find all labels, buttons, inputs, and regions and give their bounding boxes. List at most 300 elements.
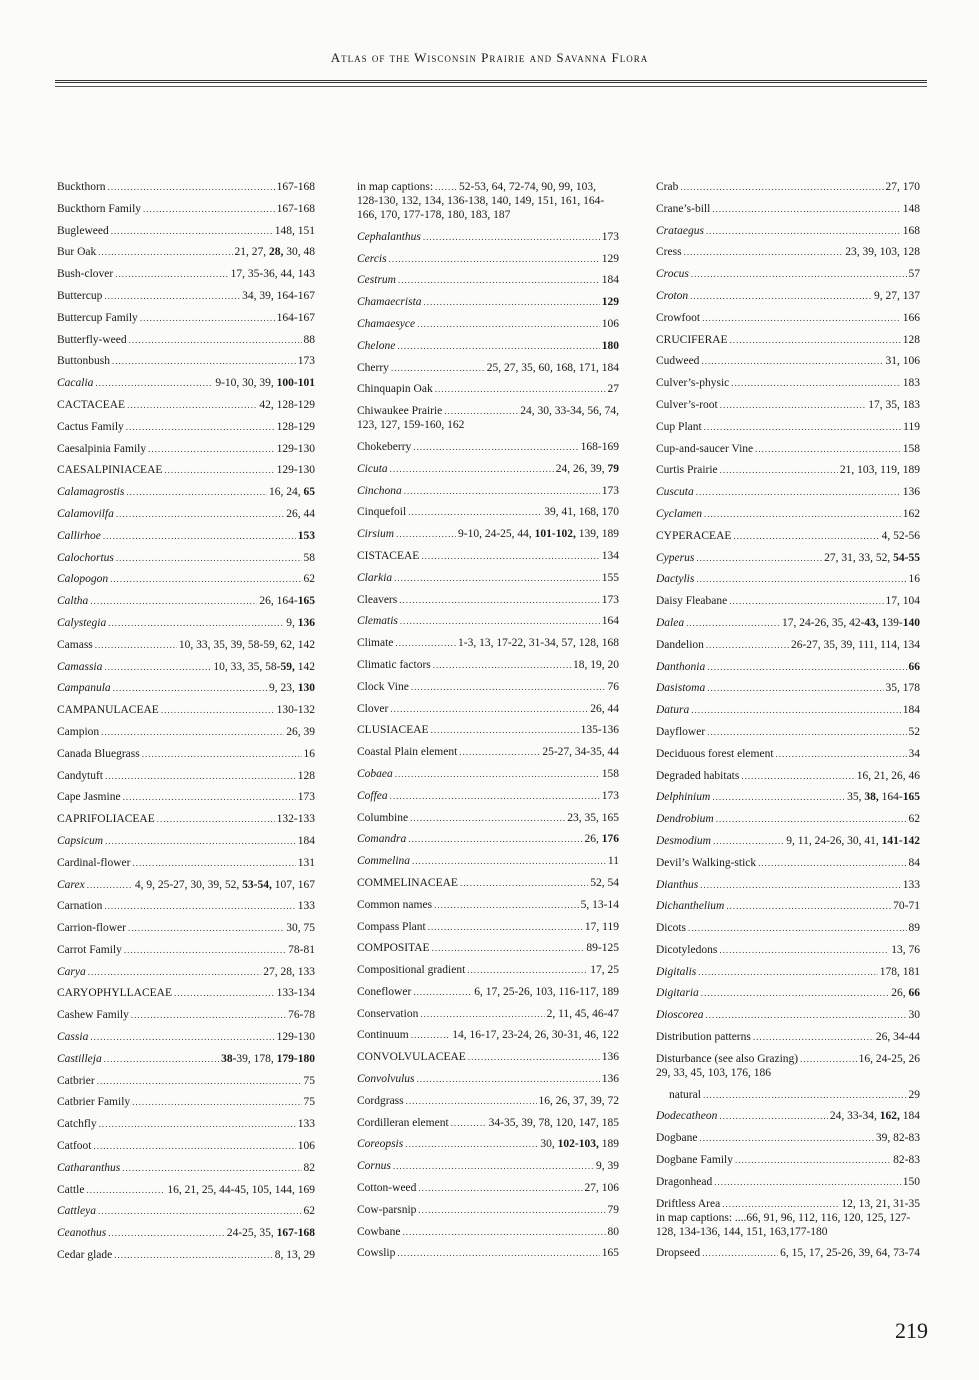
index-entry bbox=[656, 333, 920, 347]
leader-dots bbox=[719, 943, 889, 957]
index-term: Crane’s-bill bbox=[656, 202, 711, 215]
index-pages: 2, 11, 45, 46-47 bbox=[546, 1007, 619, 1020]
index-pages: 26, 44 bbox=[590, 702, 619, 715]
index-term: Cyperus bbox=[656, 551, 695, 564]
leader-dots bbox=[722, 1197, 839, 1211]
index-term: Cowslip bbox=[357, 1247, 396, 1260]
index-entry bbox=[357, 339, 619, 353]
index-entry bbox=[57, 311, 315, 325]
index-pages: 135-136 bbox=[580, 724, 619, 737]
leader-dots bbox=[700, 1131, 874, 1145]
leader-dots bbox=[132, 856, 295, 870]
index-pages: 39, 82-83 bbox=[875, 1132, 920, 1145]
index-term: Cherry bbox=[357, 361, 389, 374]
index-entry bbox=[57, 943, 315, 957]
index-pages: 136 bbox=[902, 486, 920, 499]
index-term: Cup-and-saucer Vine bbox=[656, 442, 754, 455]
index-pages: 35, 38, 164-165 bbox=[847, 791, 920, 804]
index-entry bbox=[656, 638, 920, 652]
index-entry bbox=[357, 767, 619, 781]
leader-dots bbox=[690, 289, 872, 303]
index-pages: 23, 39, 103, 128 bbox=[845, 246, 920, 259]
index-pages: 16, 26, 37, 39, 72 bbox=[538, 1094, 619, 1107]
index-pages: 26-27, 35, 39, 111, 114, 134 bbox=[790, 638, 920, 651]
index-pages: 129 bbox=[601, 252, 619, 265]
index-term: Culver’s-physic bbox=[656, 377, 730, 390]
index-term: Comandra bbox=[357, 833, 407, 846]
index-term: Cleavers bbox=[357, 593, 398, 606]
leader-dots bbox=[395, 636, 456, 650]
index-pages: 34-35, 39, 78, 120, 147, 185 bbox=[488, 1116, 619, 1129]
index-term: Bush-clover bbox=[57, 268, 114, 281]
index-entry bbox=[357, 702, 619, 716]
leader-dots bbox=[397, 339, 599, 353]
leader-dots bbox=[90, 594, 257, 608]
index-pages: 9, 39 bbox=[596, 1160, 619, 1173]
index-entry bbox=[57, 921, 315, 935]
index-term: Deciduous forest element bbox=[656, 747, 774, 760]
index-pages: 158 bbox=[902, 442, 920, 455]
index-term: Desmodium bbox=[656, 834, 711, 847]
leader-dots bbox=[98, 1204, 302, 1218]
index-pages: 52, 54 bbox=[590, 876, 619, 889]
index-pages: 12, 13, 21, 31-35 bbox=[841, 1197, 920, 1210]
index-pages: 70-71 bbox=[893, 900, 920, 913]
index-pages: 173 bbox=[297, 791, 315, 804]
index-pages: 180 bbox=[601, 339, 619, 352]
index-term: Driftless Area bbox=[656, 1197, 721, 1210]
index-entry bbox=[656, 485, 920, 499]
index-pages: 9, 136 bbox=[286, 616, 315, 629]
index-pages: 167-168 bbox=[276, 202, 315, 215]
index-entry bbox=[57, 1226, 315, 1240]
index-term: Carex bbox=[57, 878, 85, 891]
index-term: Carrion-flower bbox=[57, 922, 126, 935]
index-entry bbox=[656, 1246, 920, 1260]
leader-dots bbox=[395, 767, 600, 781]
index-pages: 89 bbox=[908, 922, 920, 935]
index-term: Dropseed bbox=[656, 1247, 701, 1260]
leader-dots bbox=[398, 273, 600, 287]
leader-dots bbox=[404, 484, 600, 498]
index-term: CRUCIFERAE bbox=[656, 333, 728, 346]
index-pages: 8, 13, 29 bbox=[274, 1249, 315, 1262]
index-entry bbox=[357, 1007, 619, 1021]
leader-dots bbox=[114, 1248, 273, 1262]
index-entry bbox=[357, 614, 619, 628]
index-term: Cordilleran element bbox=[357, 1116, 449, 1129]
index-entry bbox=[656, 943, 920, 957]
index-pages: 80 bbox=[607, 1225, 619, 1238]
index-term: Dianthus bbox=[656, 878, 699, 891]
leader-dots bbox=[98, 245, 232, 259]
index-entry bbox=[57, 551, 315, 565]
leader-dots bbox=[730, 333, 901, 347]
leader-dots bbox=[143, 202, 275, 216]
leader-dots bbox=[413, 985, 472, 999]
leader-dots bbox=[108, 1226, 225, 1240]
index-entry bbox=[357, 382, 619, 396]
index-term: COMPOSITAE bbox=[357, 942, 430, 955]
leader-dots bbox=[95, 638, 177, 652]
index-entry bbox=[57, 529, 315, 543]
index-entry bbox=[357, 593, 619, 607]
index-term: Conservation bbox=[357, 1007, 419, 1020]
index-pages: 168-169 bbox=[580, 440, 619, 453]
leader-dots bbox=[702, 1246, 778, 1260]
index-term: Cuscuta bbox=[656, 486, 694, 499]
leader-dots bbox=[86, 1183, 165, 1197]
leader-dots bbox=[720, 463, 838, 477]
leader-dots bbox=[418, 1203, 605, 1217]
leader-dots bbox=[719, 1109, 828, 1123]
index-entry bbox=[357, 920, 619, 934]
index-entry bbox=[57, 1117, 315, 1131]
index-term: Buttonbush bbox=[57, 355, 111, 368]
index-entry bbox=[357, 361, 619, 375]
index-entry bbox=[57, 398, 315, 412]
leader-dots bbox=[431, 723, 579, 737]
index-term: Caesalpinia Family bbox=[57, 442, 147, 455]
index-entry bbox=[656, 463, 920, 477]
index-pages: 136 bbox=[601, 1073, 619, 1086]
index-term: Dalea bbox=[656, 616, 685, 629]
leader-dots bbox=[116, 551, 302, 565]
index-term: Bur Oak bbox=[57, 246, 97, 259]
index-term: Danthonia bbox=[656, 660, 706, 673]
leader-dots bbox=[432, 941, 585, 955]
index-pages: 24, 33-34, 162, 184 bbox=[829, 1110, 920, 1123]
leader-dots bbox=[800, 1052, 857, 1066]
leader-dots bbox=[124, 943, 286, 957]
index-entry bbox=[656, 354, 920, 368]
index-entry bbox=[357, 180, 619, 222]
leader-dots bbox=[417, 317, 600, 331]
index-entry bbox=[656, 572, 920, 586]
leader-dots bbox=[684, 245, 844, 259]
index-entry bbox=[357, 1072, 619, 1086]
index-entry bbox=[357, 963, 619, 977]
index-entry bbox=[656, 790, 920, 804]
index-entry bbox=[357, 723, 619, 737]
index-term: Callirhoe bbox=[57, 529, 101, 542]
leader-dots bbox=[716, 812, 907, 826]
index-term: Dactylis bbox=[656, 573, 695, 586]
index-continuation: 123, 127, 159-160, 162 bbox=[357, 419, 465, 432]
index-term: Candytuft bbox=[57, 769, 103, 782]
index-term: Carya bbox=[57, 965, 86, 978]
header-rule-thin bbox=[55, 86, 927, 87]
index-pages: 173 bbox=[601, 593, 619, 606]
index-pages: 16, 21, 26, 46 bbox=[856, 769, 920, 782]
leader-dots bbox=[101, 725, 284, 739]
index-entry bbox=[357, 1028, 619, 1042]
index-pages: 30 bbox=[908, 1009, 920, 1022]
index-entry bbox=[57, 834, 315, 848]
index-pages: 10, 33, 35, 39, 58-59, 62, 142 bbox=[178, 638, 315, 651]
index-entry bbox=[57, 899, 315, 913]
index-pages: 155 bbox=[601, 571, 619, 584]
index-pages: 27, 170 bbox=[885, 181, 920, 193]
index-entry bbox=[57, 812, 315, 826]
index-pages: 66 bbox=[908, 660, 920, 673]
index-pages: 17, 35, 183 bbox=[868, 398, 920, 411]
leader-dots bbox=[698, 965, 877, 979]
index-pages: 16 bbox=[303, 747, 315, 760]
leader-dots bbox=[701, 986, 889, 1000]
index-term: Dogbane bbox=[656, 1132, 698, 1145]
leader-dots bbox=[735, 1153, 891, 1167]
index-term: Climatic factors bbox=[357, 658, 431, 671]
index-continuation: 128-130, 132, 134, 136-138, 140, 149, 151, 161, 164-166, 170, 177-178, 180, 183, 187 bbox=[357, 195, 605, 221]
index-pages: 11 bbox=[607, 855, 619, 868]
index-term: Catharanthus bbox=[57, 1161, 121, 1174]
leader-dots bbox=[707, 681, 883, 695]
leader-dots bbox=[148, 442, 275, 456]
leader-dots bbox=[417, 1072, 600, 1086]
index-entry bbox=[656, 681, 920, 695]
leader-dots bbox=[161, 703, 275, 717]
leader-dots bbox=[413, 440, 578, 454]
leader-dots bbox=[418, 1181, 582, 1195]
index-term: Calamagrostis bbox=[57, 486, 125, 499]
index-entry bbox=[357, 811, 619, 825]
index-entry bbox=[357, 1137, 619, 1151]
index-entry bbox=[656, 769, 920, 783]
index-term: Cattle bbox=[57, 1183, 85, 1196]
index-pages: 26, 66 bbox=[891, 987, 920, 1000]
index-continuation: 29, 33, 45, 103, 176, 186 bbox=[656, 1066, 771, 1079]
index-entry bbox=[357, 527, 619, 541]
leader-dots bbox=[126, 485, 267, 499]
leader-dots bbox=[88, 965, 262, 979]
index-pages: 10, 33, 35, 58-59, 142 bbox=[213, 660, 315, 673]
index-pages: 23, 35, 165 bbox=[567, 811, 619, 824]
leader-dots bbox=[680, 180, 883, 194]
index-entry bbox=[57, 856, 315, 870]
index-pages: 9, 23, 130 bbox=[269, 682, 315, 695]
index-pages: 17, 104 bbox=[885, 595, 920, 608]
index-term: Datura bbox=[656, 704, 690, 717]
index-pages: 27, 28, 133 bbox=[263, 965, 315, 978]
index-term: Croton bbox=[656, 289, 689, 302]
leader-dots bbox=[115, 267, 228, 281]
leader-dots bbox=[712, 202, 900, 216]
index-entry bbox=[57, 1248, 315, 1262]
index-pages: 106 bbox=[601, 317, 619, 330]
index-term: Clover bbox=[357, 702, 389, 715]
leader-dots bbox=[433, 658, 571, 672]
leader-dots bbox=[116, 507, 284, 521]
leader-dots bbox=[707, 660, 906, 674]
index-pages: 31, 106 bbox=[885, 355, 920, 368]
index-entry bbox=[357, 789, 619, 803]
index-pages: 131 bbox=[297, 856, 315, 869]
page-number: 219 bbox=[895, 1318, 928, 1343]
index-pages: 88 bbox=[303, 333, 315, 346]
index-pages: 34, 39, 164-167 bbox=[242, 289, 315, 302]
index-entry bbox=[357, 295, 619, 309]
index-pages: 29 bbox=[908, 1088, 920, 1101]
index-pages: 18, 19, 20 bbox=[573, 658, 619, 671]
leader-dots bbox=[713, 834, 784, 848]
index-entry bbox=[357, 985, 619, 999]
index-term: Cacalia bbox=[57, 377, 94, 390]
index-entry bbox=[57, 986, 315, 1000]
index-entry bbox=[357, 549, 619, 563]
index-pages: 17, 35-36, 44, 143 bbox=[230, 268, 315, 281]
index-entry bbox=[656, 1088, 920, 1102]
index-entry bbox=[57, 1204, 315, 1218]
index-entry bbox=[656, 1109, 920, 1123]
index-pages: 133 bbox=[297, 1118, 315, 1131]
leader-dots bbox=[420, 1007, 544, 1021]
index-pages: 168 bbox=[902, 224, 920, 237]
index-pages: 75 bbox=[303, 1074, 315, 1087]
index-entry bbox=[357, 658, 619, 672]
leader-dots bbox=[467, 963, 588, 977]
leader-dots bbox=[704, 507, 901, 521]
index-pages: 164-167 bbox=[276, 311, 315, 324]
leader-dots bbox=[390, 702, 588, 716]
index-pages: 42, 128-129 bbox=[259, 398, 315, 411]
leader-dots bbox=[394, 571, 600, 585]
index-entry bbox=[656, 1131, 920, 1145]
index-term: Clematis bbox=[357, 615, 398, 628]
index-pages: 27, 31, 33, 52, 54-55 bbox=[824, 551, 920, 564]
index-pages: 128-129 bbox=[276, 420, 315, 433]
index-pages: 16, 21, 25, 44-45, 105, 144, 169 bbox=[167, 1183, 315, 1196]
index-entry bbox=[57, 354, 315, 368]
index-pages: 17, 119 bbox=[584, 920, 619, 933]
index-pages: 21, 103, 119, 189 bbox=[839, 464, 920, 477]
index-term: Carnation bbox=[57, 900, 103, 913]
index-term: Daisy Fleabane bbox=[656, 595, 728, 608]
leader-dots bbox=[400, 614, 600, 628]
leader-dots bbox=[705, 1008, 906, 1022]
leader-dots bbox=[103, 529, 296, 543]
index-entry bbox=[57, 1095, 315, 1109]
leader-dots bbox=[733, 529, 879, 543]
index-entry bbox=[656, 1175, 920, 1189]
leader-dots bbox=[90, 1030, 274, 1044]
index-pages: 128 bbox=[902, 333, 920, 346]
index-term: Cedar glade bbox=[57, 1249, 113, 1262]
index-term: Catfoot bbox=[57, 1140, 92, 1153]
index-entry bbox=[656, 245, 920, 259]
index-entry bbox=[57, 420, 315, 434]
index-term: Cobaea bbox=[357, 767, 393, 780]
index-pages: 166 bbox=[902, 311, 920, 324]
leader-dots bbox=[435, 382, 606, 396]
leader-dots bbox=[755, 442, 901, 456]
index-entry bbox=[357, 404, 619, 432]
index-term: Cercis bbox=[357, 252, 387, 265]
index-pages: 165 bbox=[601, 1247, 619, 1260]
index-pages: 27 bbox=[607, 383, 619, 396]
index-pages: 150 bbox=[902, 1175, 920, 1188]
index-entry bbox=[357, 854, 619, 868]
leader-dots bbox=[94, 1139, 296, 1153]
index-term: Dogbane Family bbox=[656, 1154, 733, 1167]
index-pages: 34 bbox=[908, 747, 920, 760]
index-term: Compass Plant bbox=[357, 920, 426, 933]
index-pages: 133 bbox=[902, 878, 920, 891]
index-entry bbox=[57, 703, 315, 717]
leader-dots bbox=[95, 376, 213, 390]
index-term: Carrot Family bbox=[57, 943, 122, 956]
index-term: Calamovilfa bbox=[57, 507, 114, 520]
index-term: CAPRIFOLIACEAE bbox=[57, 813, 155, 826]
index-entry bbox=[57, 202, 315, 216]
leader-dots bbox=[423, 230, 600, 244]
index-term: CARYOPHYLLACEAE bbox=[57, 987, 173, 1000]
index-entry bbox=[656, 812, 920, 826]
index-term: Cirsium bbox=[357, 528, 395, 541]
leader-dots bbox=[108, 180, 275, 194]
index-entry bbox=[656, 1008, 920, 1022]
index-entry bbox=[57, 245, 315, 259]
leader-dots bbox=[691, 703, 901, 717]
leader-dots bbox=[406, 1094, 537, 1108]
index-term: Commelina bbox=[357, 855, 411, 868]
index-term: Coreopsis bbox=[357, 1138, 404, 1151]
index-term: Cestrum bbox=[357, 274, 396, 287]
index-term: Crocus bbox=[656, 268, 689, 281]
index-pages: 27, 106 bbox=[584, 1182, 619, 1195]
index-pages: 24-25, 35, 167-168 bbox=[226, 1227, 315, 1240]
index-term: Camass bbox=[57, 638, 93, 651]
index-entry bbox=[357, 252, 619, 266]
index-term: Distribution patterns bbox=[656, 1031, 751, 1044]
index-term: Bugleweed bbox=[57, 224, 109, 237]
leader-dots bbox=[157, 812, 275, 826]
index-term: Calochortus bbox=[57, 551, 114, 564]
index-entry bbox=[57, 1074, 315, 1088]
index-term: Disturbance (see also Grazing) bbox=[656, 1052, 799, 1065]
index-pages: 21, 27, 28, 30, 48 bbox=[234, 246, 315, 259]
index-term: Clarkia bbox=[357, 571, 393, 584]
index-entry bbox=[656, 703, 920, 717]
index-pages: 62 bbox=[908, 813, 920, 826]
index-term: Dicots bbox=[656, 922, 687, 935]
index-entry bbox=[57, 333, 315, 347]
index-term: Calystegia bbox=[57, 616, 107, 629]
index-term: COMMELINACEAE bbox=[357, 876, 458, 889]
index-entry bbox=[57, 224, 315, 238]
leader-dots bbox=[408, 832, 582, 846]
index-pages: 162 bbox=[902, 507, 920, 520]
leader-dots bbox=[397, 1246, 599, 1260]
leader-dots bbox=[703, 1088, 907, 1102]
index-entry bbox=[57, 442, 315, 456]
index-pages: 14, 16-17, 23-24, 26, 30-31, 46, 122 bbox=[452, 1029, 619, 1042]
index-pages: 184 bbox=[902, 704, 920, 717]
index-entry bbox=[656, 899, 920, 913]
leader-dots bbox=[128, 921, 284, 935]
leader-dots bbox=[126, 420, 275, 434]
index-pages: 84 bbox=[908, 856, 920, 869]
index-term: Cup Plant bbox=[656, 420, 702, 433]
index-term: Dodecatheon bbox=[656, 1110, 718, 1123]
index-term: Buckthorn bbox=[57, 181, 106, 193]
index-entry bbox=[57, 1183, 315, 1197]
index-entry bbox=[656, 551, 920, 565]
index-term: Cotton-weed bbox=[357, 1182, 417, 1195]
index-entry bbox=[656, 507, 920, 521]
index-entry bbox=[357, 1203, 619, 1217]
index-pages: 9-10, 24-25, 44, 101-102, 139, 189 bbox=[457, 528, 619, 541]
